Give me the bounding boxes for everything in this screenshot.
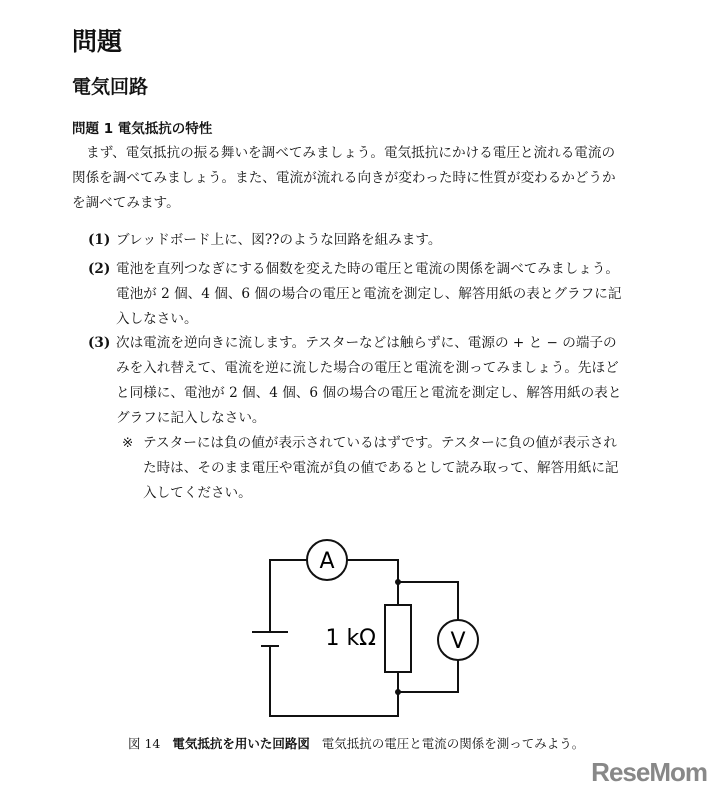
resistor-symbol — [385, 605, 411, 672]
intro-line-2: 関係を調べてみましょう。また、電流が流れる向きが変わった時に性質が変わるかどうか — [72, 170, 616, 186]
voltmeter-label: V — [450, 629, 466, 654]
note-line: テスターには負の値が表示されているはずです。テスターに負の値が表示され — [143, 435, 618, 451]
resistor-label: 1 kΩ — [325, 626, 376, 651]
item-2-line: 入しなさい。 — [116, 311, 198, 327]
intro-line-1: まず、電気抵抗の振る舞いを調べてみましょう。電気抵抗にかける電圧と流れる電流の — [86, 145, 616, 161]
item-3-line: グラフに記入しなさい。 — [116, 410, 266, 426]
problem-heading: 問題 1 電気抵抗の特性 — [72, 121, 213, 137]
figure-caption — [128, 734, 584, 752]
intro-line-3: を調べてみます。 — [72, 195, 180, 211]
note-line: 入してください。 — [143, 485, 252, 501]
junction-dot — [395, 689, 401, 695]
item-3-line: みを入れ替えて、電流を逆に流した場合の電圧と電流を測ってみましょう。先ほど — [116, 360, 619, 376]
item-2-number: (2) — [88, 261, 111, 277]
page-title: 問題 — [72, 27, 123, 56]
item-1-line: ブレッドボード上に、図??のような回路を組みます。 — [116, 232, 442, 248]
item-3-number: (3) — [88, 335, 111, 351]
caption-label: 図 14 — [128, 736, 161, 751]
item-2-line: 電池を直列つなぎにする個数を変えた時の電圧と電流の関係を調べてみましょう。 — [116, 261, 619, 277]
ammeter-label: A — [319, 549, 335, 574]
note-line: た時は、そのまま電圧や電流が負の値であるとして読み取って、解答用紙に記 — [143, 460, 619, 476]
item-3-line: と同様に、電池が 2 個、4 個、6 個の場合の電圧と電流を測定し、解答用紙の表と — [116, 385, 622, 401]
section-title: 電気回路 — [72, 76, 149, 98]
item-3-line: 次は電流を逆向きに流します。テスターなどは触らずに、電源の + と − の端子の — [116, 335, 617, 351]
item-2-line: 電池が 2 個、4 個、6 個の場合の電圧と電流を測定し、解答用紙の表とグラフに記 — [116, 286, 622, 302]
item-1-number: (1) — [88, 232, 111, 248]
junction-dot — [395, 579, 401, 585]
caption-title: 電気抵抗を用いた回路図 — [172, 736, 310, 751]
watermark-logo: ReseMom — [591, 757, 707, 787]
caption-text: 電気抵抗の電圧と電流の関係を測ってみよう。 — [321, 736, 585, 751]
note-mark: ※ — [122, 435, 134, 451]
